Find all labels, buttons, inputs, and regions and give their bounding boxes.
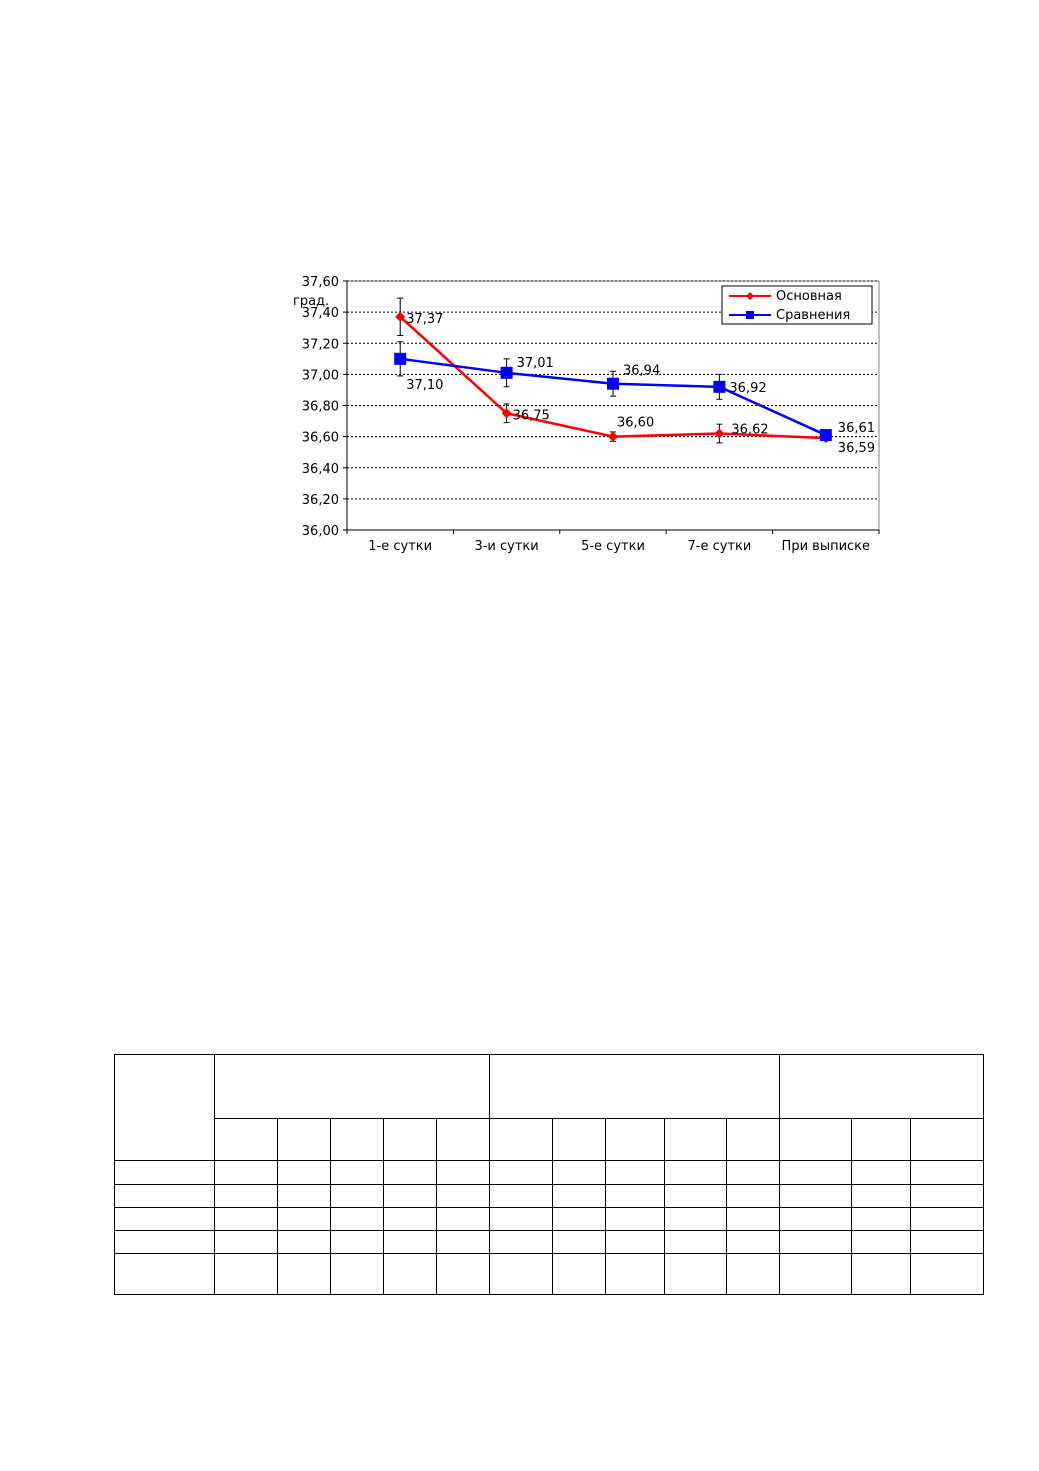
data-point-marker — [820, 429, 832, 441]
y-tick-label: 36,40 — [301, 461, 339, 477]
error-bars — [397, 298, 722, 443]
line-chart — [0, 0, 1039, 600]
data-point-marker — [501, 367, 513, 379]
data-label: 36,61 — [837, 421, 876, 437]
data-label: 36,59 — [837, 441, 876, 457]
data-label: 37,37 — [406, 311, 444, 327]
table-cell — [115, 1055, 215, 1161]
table-cell — [215, 1055, 490, 1119]
table-row — [115, 1185, 984, 1208]
empty-table — [114, 1054, 984, 1295]
legend-label-sravneniya: Сравнения — [776, 308, 851, 323]
legend-marker-square — [746, 311, 754, 319]
data-point-marker — [713, 381, 725, 393]
y-tick-label: 37,40 — [301, 306, 339, 322]
y-tick-label: 36,20 — [301, 492, 339, 508]
table-row — [115, 1119, 984, 1161]
x-tick-label: 3-и сутки — [474, 539, 539, 554]
data-label: 37,10 — [406, 377, 444, 393]
table-row — [115, 1055, 984, 1119]
data-point-marker — [607, 378, 619, 390]
legend — [722, 286, 872, 324]
y-axis-unit-label: град. — [293, 294, 330, 309]
x-tick-label: 5-е сутки — [581, 539, 645, 554]
data-label: 36,94 — [623, 363, 661, 379]
x-tick-label: 7-е сутки — [687, 539, 752, 554]
x-axis — [347, 530, 879, 554]
x-tick-label: При выписке — [781, 539, 871, 554]
table-row — [115, 1254, 984, 1295]
x-tick-label: 1-е сутки — [368, 539, 433, 554]
y-tick-label: 36,60 — [301, 430, 339, 446]
y-tick-label: 36,80 — [301, 399, 339, 415]
data-point-marker — [608, 432, 618, 442]
table-cell — [490, 1055, 780, 1119]
data-point-marker — [394, 353, 406, 365]
table-cell — [780, 1055, 984, 1119]
table-row — [115, 1208, 984, 1231]
table-row — [115, 1231, 984, 1254]
data-label: 36,75 — [512, 408, 550, 424]
legend-label-osnovnaya: Основная — [776, 289, 842, 304]
y-tick-label: 37,20 — [301, 337, 339, 353]
data-label: 36,60 — [617, 415, 655, 431]
y-tick-label: 37,60 — [301, 275, 339, 290]
y-tick-label: 37,00 — [301, 368, 339, 384]
y-tick-label: 36,00 — [301, 524, 339, 539]
data-label: 36,92 — [729, 380, 767, 396]
data-label: 36,62 — [731, 422, 769, 438]
y-axis — [302, 275, 347, 539]
data-label: 37,01 — [516, 355, 554, 371]
table-row — [115, 1161, 984, 1185]
